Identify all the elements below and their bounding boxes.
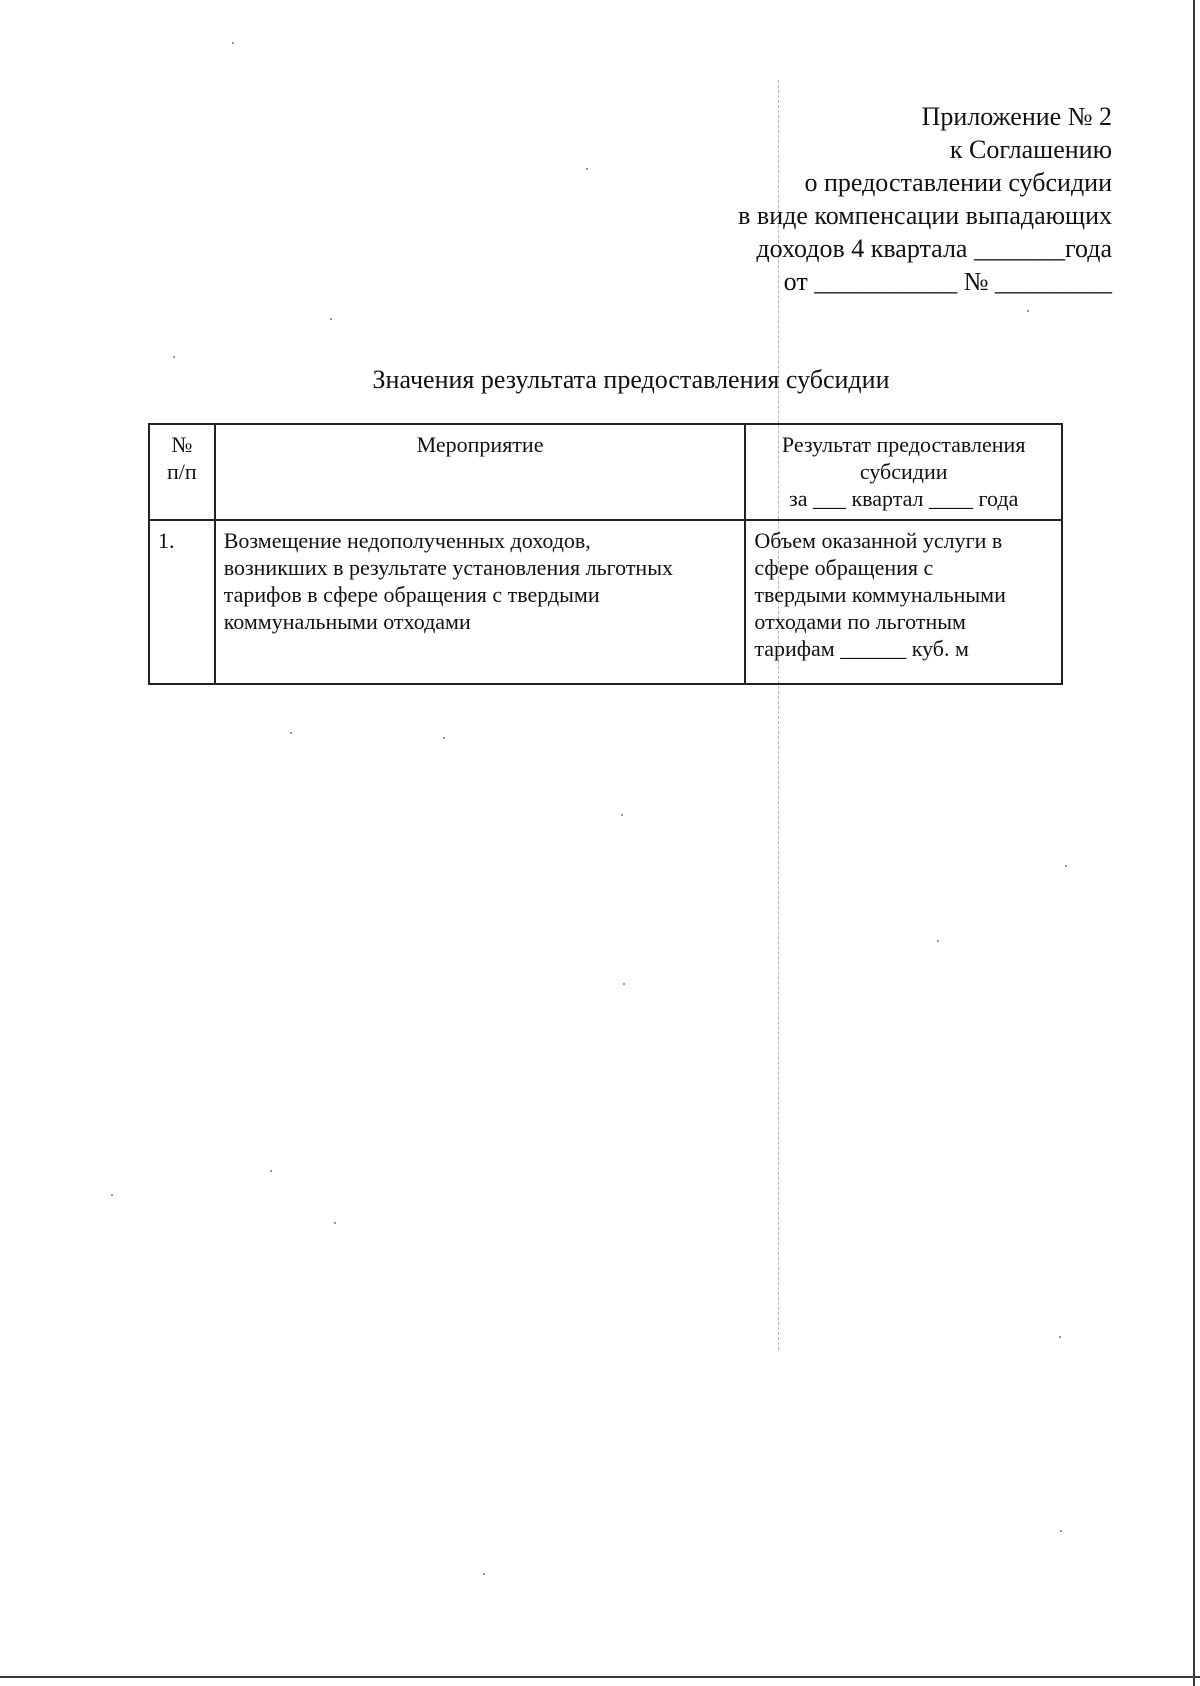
appendix-line: в виде компенсации выпадающих <box>738 201 1112 230</box>
results-table <box>148 423 1063 685</box>
table-row <box>149 520 1062 684</box>
scan-speck <box>443 737 445 739</box>
activity-line: возникших в результате установления льготных <box>223 555 673 580</box>
activity-line: тарифов в сфере обращения с твердыми <box>223 582 600 607</box>
activity-line: Возмещение недополученных доходов, <box>223 528 591 553</box>
appendix-line: Приложение № 2 <box>921 102 1112 131</box>
header-number <box>149 424 215 520</box>
scan-speck <box>173 356 175 358</box>
activity-line: коммунальными отходами <box>223 609 471 634</box>
header-result-line: Результат предоставления <box>781 432 1026 457</box>
result-line: сфере обращения с <box>754 555 934 580</box>
scan-speck <box>334 1222 336 1224</box>
scan-speck <box>290 732 292 734</box>
scan-edge-bottom <box>0 1676 1200 1678</box>
row-activity <box>215 520 746 684</box>
appendix-line: о предоставлении субсидии <box>804 168 1112 197</box>
scan-speck <box>1059 1336 1061 1338</box>
appendix-line: доходов 4 квартала _______года <box>756 234 1112 263</box>
row-number: 1. <box>149 520 215 684</box>
header-number-line: п/п <box>167 459 197 484</box>
header-result <box>745 424 1062 520</box>
document-title: Значения результата предоставления субсидии <box>372 365 890 394</box>
header-result-line: субсидии <box>859 459 948 484</box>
scan-speck <box>270 1170 272 1172</box>
header-result-line: за ___ квартал ____ года <box>789 486 1019 511</box>
appendix-line: от ___________ № _________ <box>783 267 1112 296</box>
result-line: твердыми коммунальными <box>754 582 1006 607</box>
header-activity <box>215 424 746 520</box>
header-activity-label: Мероприятие <box>416 432 544 457</box>
table-header-row <box>149 424 1062 520</box>
scan-speck <box>232 42 234 44</box>
scan-speck <box>621 814 623 816</box>
scan-speck <box>330 318 332 320</box>
row-result <box>745 520 1062 684</box>
scan-speck <box>623 983 625 985</box>
scan-speck <box>1065 865 1067 867</box>
scan-speck <box>937 940 939 942</box>
result-line: Объем оказанной услуги в <box>754 528 1003 553</box>
appendix-line: к Соглашению <box>949 135 1112 164</box>
scan-edge-right <box>1193 0 1195 1686</box>
result-line: отходами по льготным <box>754 609 966 634</box>
appendix-header <box>512 100 1112 298</box>
scan-speck <box>111 1194 113 1196</box>
scan-speck <box>483 1573 485 1575</box>
scan-speck <box>1060 1530 1062 1532</box>
scan-speck <box>1027 310 1029 312</box>
header-number-line: № <box>171 432 193 457</box>
result-line: тарифам ______ куб. м <box>754 636 969 661</box>
